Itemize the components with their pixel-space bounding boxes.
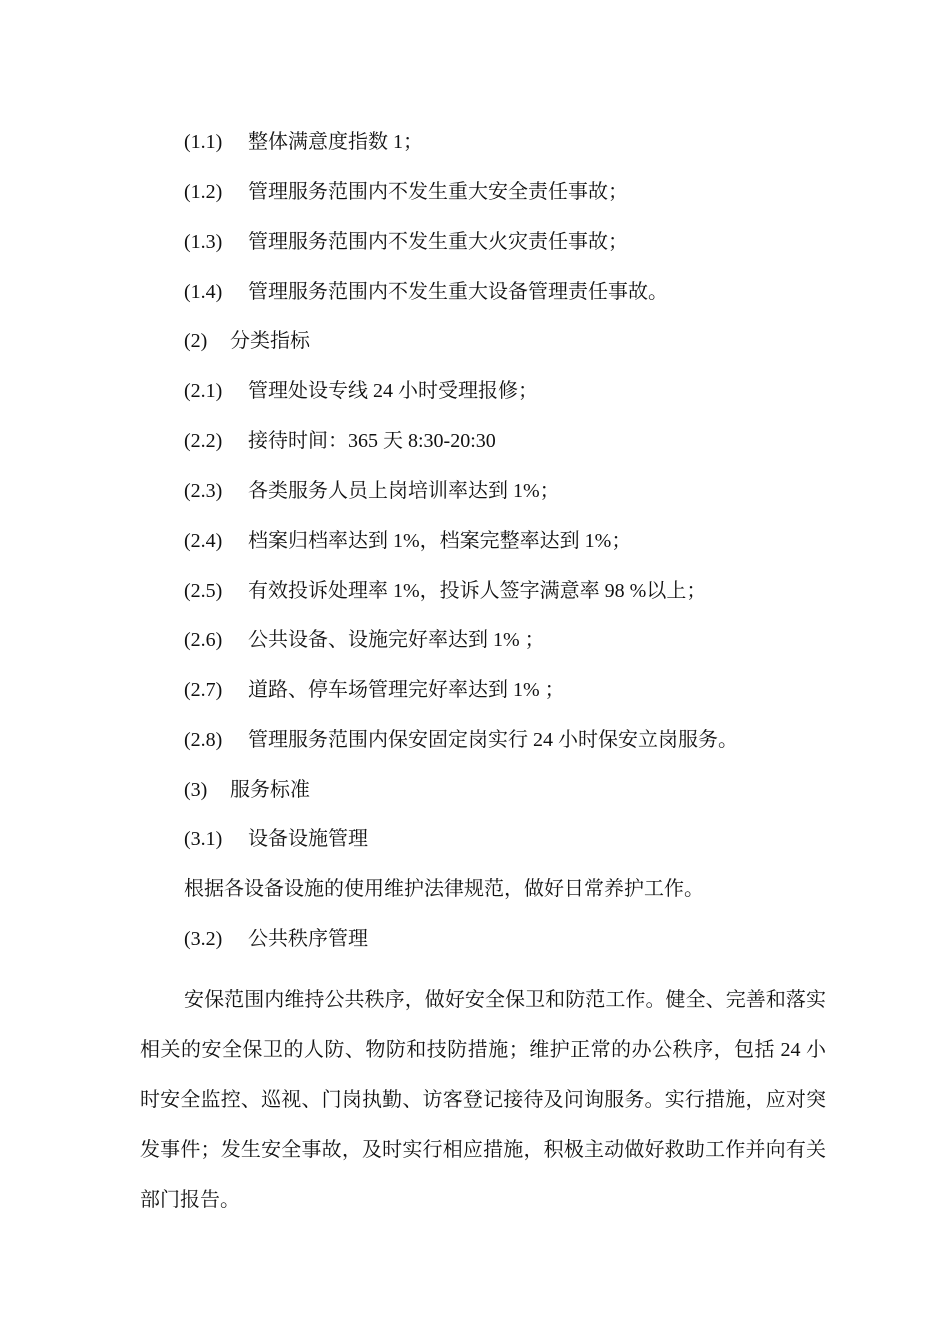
item-number: (2.4) (184, 530, 223, 552)
item-number: (1.2) (184, 181, 223, 203)
item-text: 公共秩序管理 (248, 928, 368, 950)
list-item (184, 677, 565, 703)
item-number: (3) (184, 779, 208, 801)
list-item (184, 578, 706, 604)
item-number: (1.3) (184, 231, 223, 253)
item-text: 服务标准 (230, 779, 310, 801)
item-text: 档案归档率达到 1%，档案完整率达到 1%； (248, 530, 632, 552)
list-item (184, 627, 545, 653)
item-text: 道路、停车场管理完好率达到 1% ； (248, 679, 565, 701)
item-text: 管理处设专线 24 小时受理报修； (248, 380, 538, 402)
list-item (184, 528, 631, 554)
list-item (184, 428, 496, 454)
item-text: 根据各设备设施的使用维护法律规范，做好日常养护工作。 (184, 878, 704, 900)
item-text: 接待时间：365 天 8:30-20:30 (248, 430, 496, 452)
list-item (184, 129, 423, 155)
item-text: 管理服务范围内不发生重大设备管理责任事故。 (248, 281, 668, 303)
item-text: 管理服务范围内不发生重大安全责任事故； (248, 181, 628, 203)
item-number: (2.5) (184, 580, 223, 602)
item-number: (3.2) (184, 928, 223, 950)
list-item (184, 826, 368, 852)
body-paragraph: 安保范围内维持公共秩序，做好安全保卫和防范工作。健全、完善和落实相关的安全保卫的人防、物防和技防措施；维护正常的办公秩序，包括 24 小时安全监控、巡视、门岗执勤、访客登记接待及问询服务。实行措施，应对突发事件；发生安全事故，及时实行相应措施，积极主动做好救助工作并向有关部门报告。 (140, 989, 826, 1211)
item-number: (1.4) (184, 281, 223, 303)
body-line (184, 876, 704, 902)
item-number: (3.1) (184, 828, 223, 850)
item-text: 整体满意度指数 1； (248, 131, 423, 153)
list-item (184, 727, 738, 753)
list-item (184, 926, 368, 952)
section-heading (184, 328, 310, 354)
list-item (184, 229, 628, 255)
item-number: (2.3) (184, 480, 223, 502)
list-item (184, 279, 668, 305)
item-text: 管理服务范围内保安固定岗实行 24 小时保安立岗服务。 (248, 729, 738, 751)
item-number: (2.6) (184, 629, 223, 651)
item-text: 各类服务人员上岗培训率达到 1%； (248, 480, 560, 502)
item-number: (2.7) (184, 679, 223, 701)
item-number: (2.2) (184, 430, 223, 452)
item-text: 设备设施管理 (248, 828, 368, 850)
item-number: (1.1) (184, 131, 223, 153)
list-item (184, 378, 538, 404)
item-number: (2) (184, 330, 208, 352)
item-number: (2.1) (184, 380, 223, 402)
list-item (184, 478, 560, 504)
item-text: 管理服务范围内不发生重大火灾责任事故； (248, 231, 628, 253)
item-text: 分类指标 (230, 330, 310, 352)
item-text: 有效投诉处理率 1%，投诉人签字满意率 98 %以上； (248, 580, 707, 602)
item-text: 公共设备、设施完好率达到 1% ； (248, 629, 545, 651)
list-item (184, 179, 628, 205)
item-number: (2.8) (184, 729, 223, 751)
section-heading (184, 777, 310, 803)
